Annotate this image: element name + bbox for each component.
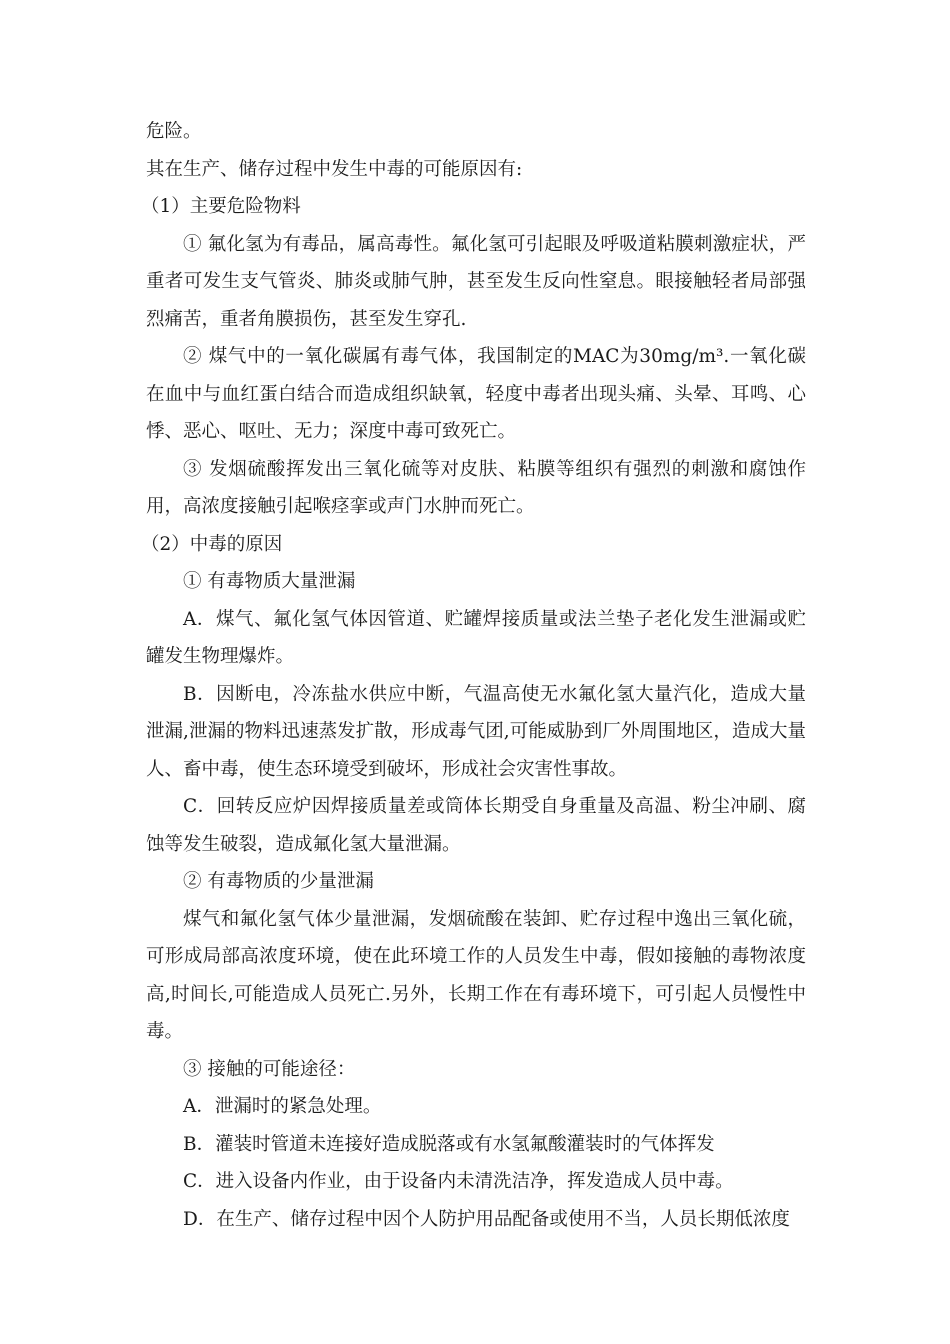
paragraph-cause-c: C．回转反应炉因焊接质量差或筒体长期受自身重量及高温、粉尘冲刷、腐蚀等发生破裂，造成氟化氢大量泄漏。 — [146, 796, 806, 855]
paragraph-route-b: B．灌装时管道未连接好造成脱落或有水氢氟酸灌装时的气体挥发 — [183, 1133, 715, 1155]
paragraph-minor-leak: 煤气和氟化氢气体少量泄漏，发烟硫酸在装卸、贮存过程中逸出三氧化硫，可形成局部高浓度环境，使在此环境工作的人员发生中毒，假如接触的毒物浓度高,时间长,可能造成人员死亡.另外，长期工作在有毒环境下，可引起人员慢性中毒。 — [146, 908, 806, 1042]
paragraph-danger-end: 危险。 — [146, 121, 202, 142]
subheading-exposure-routes: ③ 接触的可能途径： — [183, 1058, 356, 1080]
subheading-major-leak: ① 有毒物质大量泄漏 — [183, 571, 356, 592]
paragraph-oleum: ③ 发烟硫酸挥发出三氧化硫等对皮肤、粘膜等组织有强烈的刺激和腐蚀作用，高浓度接触引起喉痉挛或声门水肿而死亡。 — [146, 458, 806, 517]
paragraph-cause-a: A．煤气、氟化氢气体因管道、贮罐焊接质量或法兰垫子老化发生泄漏或贮罐发生物理爆炸。 — [146, 608, 806, 667]
section-heading-causes: （2）中毒的原因 — [141, 533, 283, 555]
paragraph-route-d: D．在生产、储存过程中因个人防护用品配备或使用不当，人员长期低浓度 — [183, 1208, 790, 1230]
paragraph-carbon-monoxide: ② 煤气中的一氧化碳属有毒气体，我国制定的MAC为30mg/m³.一氧化碳在血中与血红蛋白结合而造成组织缺氧，轻度中毒者出现头痛、头晕、耳鸣、心悸、恶心、呕吐、无力；深度中毒可致死亡。 — [146, 346, 806, 442]
paragraph-cause-b: B．因断电，冷冻盐水供应中断，气温高使无水氟化氢大量汽化，造成大量泄漏,泄漏的物料迅速蒸发扩散，形成毒气团,可能威胁到厂外周围地区，造成大量人、畜中毒，使生态环境受到破坏，形成社会灾害性事故。 — [146, 683, 806, 780]
paragraph-route-a: A．泄漏时的紧急处理。 — [183, 1096, 382, 1117]
paragraph-hydrogen-fluoride: ① 氟化氢为有毒品，属高毒性。氟化氢可引起眼及呼吸道粘膜刺激症状，严重者可发生支气管炎、肺炎或肺气肿，甚至发生反向性窒息。眼接触轻者局部强烈痛苦，重者角膜损伤，甚至发生穿孔. — [146, 233, 806, 330]
section-heading-materials: （1）主要危险物料 — [141, 196, 301, 217]
paragraph-intro: 其在生产、储存过程中发生中毒的可能原因有: — [146, 158, 523, 180]
paragraph-route-c: C．进入设备内作业，由于设备内未清洗洁净，挥发造成人员中毒。 — [183, 1171, 734, 1192]
subheading-minor-leak: ② 有毒物质的少量泄漏 — [183, 871, 374, 892]
document-body — [141, 113, 806, 1238]
